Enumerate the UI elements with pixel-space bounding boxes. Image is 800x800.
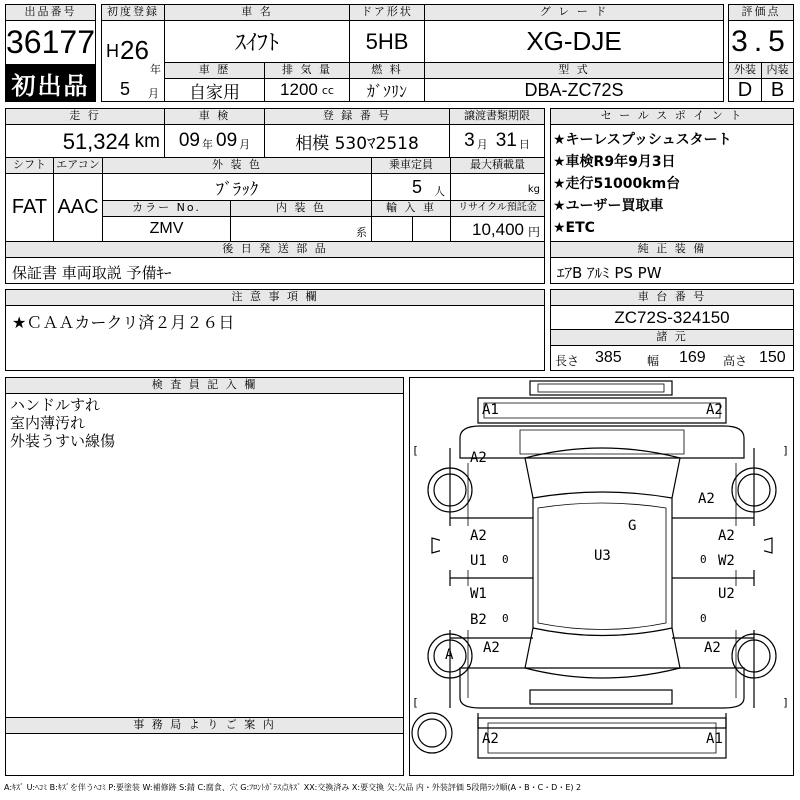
inspector-line-1: ハンドルすれ [10, 396, 101, 414]
inspector-label: 検 査 員 記 入 欄 [5, 377, 404, 394]
legend: A:ｷｽﾞ U:ﾍｺﾐ B:ｷｽﾞを伴うﾍｺﾐ P:要塗装 W:補修跡 S:錆 C:腐食、穴 G:ﾌﾛﾝﾄｶﾞﾗｽ点ｷｽﾞ XX:交換済み X:要交換 欠:欠品 内・外装評価 5段階ﾗﾝｸ順(A・B・C・D・E) 2 [4, 783, 582, 792]
year-unit: 年 [150, 63, 161, 76]
mark-a2-rear-left: A2 [483, 640, 500, 656]
interior-label: 内装 [761, 62, 794, 79]
score-label: 評価点 [728, 4, 794, 21]
mark-u2: U2 [718, 586, 735, 602]
sales-points-box [550, 124, 794, 242]
car-name: ｽｲﾌﾄ [164, 20, 350, 63]
reg-number: 相模 530ﾏ2518 [264, 124, 450, 158]
mark-a2-rear-right: A2 [704, 640, 721, 656]
load-unit: kg [527, 184, 540, 195]
transfer-cell [449, 124, 545, 158]
displacement-label: 排 気 量 [264, 62, 350, 79]
month-unit: 月 [148, 87, 159, 100]
later-parts-label: 後 日 発 送 部 品 [5, 241, 545, 258]
mark-u1: U1 [470, 553, 487, 569]
bracket-left-bottom: [ [412, 696, 419, 709]
zero-left-2: 0 [502, 612, 509, 625]
chassis-number: ZC72S-324150 [550, 305, 794, 330]
chassis-label: 車 台 番 号 [550, 289, 794, 306]
mark-a1-front: A1 [482, 402, 499, 418]
history: 自家用 [164, 78, 265, 102]
transfer-month: 3 [464, 130, 475, 151]
shift-label: シフト [5, 157, 54, 174]
recycle-cell [450, 216, 545, 242]
shift: FAT [5, 173, 54, 242]
bracket-right-bottom: ] [782, 696, 789, 709]
recycle-label: リサイクル預託金 [450, 200, 545, 217]
mark-a2-front: A2 [706, 402, 723, 418]
office-box [5, 733, 404, 776]
length-label: 長さ [555, 354, 580, 368]
inspector-line-3: 外装うすい線傷 [10, 432, 116, 450]
fuel: ｶﾞｿﾘﾝ [349, 78, 425, 102]
insp-year-unit: 年 [202, 138, 213, 151]
reg-no-label: 登 録 番 号 [264, 108, 450, 125]
interior-grade: B [761, 78, 794, 102]
sales-point-1: ★キーレスプッシュスタート [553, 132, 732, 148]
damage-diagram [409, 377, 794, 776]
mark-a1-back: A1 [706, 731, 723, 747]
car-outline-icon [410, 378, 795, 777]
displacement: 1200 [280, 80, 318, 99]
mark-a-wheel: A [445, 647, 454, 663]
color-no-label: カラー No. [102, 200, 231, 217]
sales-point-3: ★走行51000km台 [553, 176, 681, 192]
width: 169 [679, 349, 706, 366]
import-cell-a [371, 216, 413, 242]
exterior-grade: D [728, 78, 762, 102]
insp-month-unit: 月 [239, 138, 251, 151]
load-label: 最大積載量 [450, 157, 545, 174]
mileage-unit: km [134, 131, 160, 152]
zero-left-1: 0 [502, 553, 509, 566]
transfer-day-unit: 日 [518, 138, 530, 151]
mark-b2: B2 [470, 612, 487, 628]
mark-w2: W2 [718, 553, 735, 569]
mark-a2-door-left: A2 [470, 528, 487, 544]
mileage-label: 走 行 [5, 108, 165, 125]
transfer-day: 31 [495, 130, 517, 151]
dims-cell [550, 345, 794, 371]
displacement-unit: cc [321, 83, 334, 97]
mark-u3: U3 [594, 548, 611, 564]
int-color-unit: 系 [356, 226, 367, 239]
era: H [106, 41, 119, 61]
grade-label: グ レ ー ド [424, 4, 724, 21]
first-listing-badge: 初出品 [5, 64, 96, 102]
sales-point-2: ★車検R9年9月3日 [553, 154, 676, 170]
length: 385 [595, 349, 622, 366]
inspection-cell [164, 124, 265, 158]
lot-no-label: 出品番号 [5, 4, 96, 21]
mark-a2-fender-right: A2 [698, 491, 715, 507]
score: 3.5 [728, 20, 794, 63]
mark-w1: W1 [470, 586, 487, 602]
sales-point-4: ★ユーザー買取車 [553, 198, 664, 214]
model-label: 型 式 [424, 62, 724, 79]
color-label: 外 装 色 [102, 157, 372, 174]
sales-points-label: セ ー ル ス ポ イ ン ト [550, 108, 794, 125]
bracket-left-top: [ [412, 444, 419, 457]
insp-year: 09 [178, 130, 200, 151]
inspector-line-2: 室内薄汚れ [10, 414, 86, 432]
mark-a2-back: A2 [482, 731, 499, 747]
aircon: AAC [53, 173, 103, 242]
transfer-month-unit: 月 [476, 138, 488, 151]
equipment-label: 純 正 装 備 [550, 241, 794, 258]
model-code: DBA-ZC72S [424, 78, 724, 102]
mark-a2-door-right: A2 [718, 528, 735, 544]
grade: XG-DJE [424, 20, 724, 63]
zero-right-1: 0 [700, 553, 707, 566]
capacity-label: 乗車定員 [371, 157, 451, 174]
mileage-cell [5, 124, 165, 158]
lot-number: 36177 [5, 20, 96, 65]
capacity-cell [371, 173, 451, 201]
transfer-label: 譲渡書類期限 [449, 108, 545, 125]
sales-point-5: ★ETC [553, 220, 595, 236]
first-reg-label: 初度登録 [101, 4, 165, 21]
bracket-right-top: ] [782, 444, 789, 457]
car-name-label: 車 名 [164, 4, 350, 21]
inspection-label: 車 検 [164, 108, 265, 125]
first-reg-cell [101, 20, 165, 102]
exterior-color: ﾌﾞﾗｯｸ [102, 173, 372, 201]
mark-g: G [628, 518, 637, 534]
reg-year: 26 [120, 35, 149, 65]
int-color-label: 内 装 色 [230, 200, 372, 217]
mark-a2-hood-left: A2 [470, 450, 487, 466]
color-no: ZMV [102, 216, 231, 242]
height-label: 高さ [723, 354, 748, 368]
office-label: 事 務 局 よ り ご 案 内 [5, 717, 404, 734]
ac-label: エアコン [53, 157, 103, 174]
dims-label: 諸 元 [550, 329, 794, 346]
capacity: 5 [412, 177, 423, 197]
load-cell [450, 173, 545, 201]
door-type: 5HB [349, 20, 425, 63]
capacity-unit: 人 [434, 185, 445, 198]
mileage: 51,324 [62, 129, 130, 154]
insp-month: 09 [216, 130, 238, 151]
later-parts: 保証書 車両取説 予備ｷｰ [5, 257, 545, 284]
import-label: 輸 入 車 [371, 200, 451, 217]
history-label: 車 歴 [164, 62, 265, 79]
int-color-cell [230, 216, 372, 242]
notes: ★ＣＡＡカークリ済２月２６日 [5, 305, 545, 371]
width-label: 幅 [647, 354, 660, 368]
height: 150 [759, 349, 786, 366]
recycle-unit: 円 [527, 225, 540, 239]
inspector-box [5, 393, 404, 718]
notes-label: 注 意 事 項 欄 [5, 289, 545, 306]
equipment: ｴｱB ｱﾙﾐ PS PW [550, 257, 794, 284]
exterior-label: 外装 [728, 62, 762, 79]
recycle-amount: 10,400 [472, 220, 524, 239]
reg-month: 5 [120, 79, 131, 99]
displacement-cell [264, 78, 350, 102]
import-cell-b [412, 216, 451, 242]
door-label: ドア形状 [349, 4, 425, 21]
fuel-label: 燃 料 [349, 62, 425, 79]
zero-right-2: 0 [700, 612, 707, 625]
